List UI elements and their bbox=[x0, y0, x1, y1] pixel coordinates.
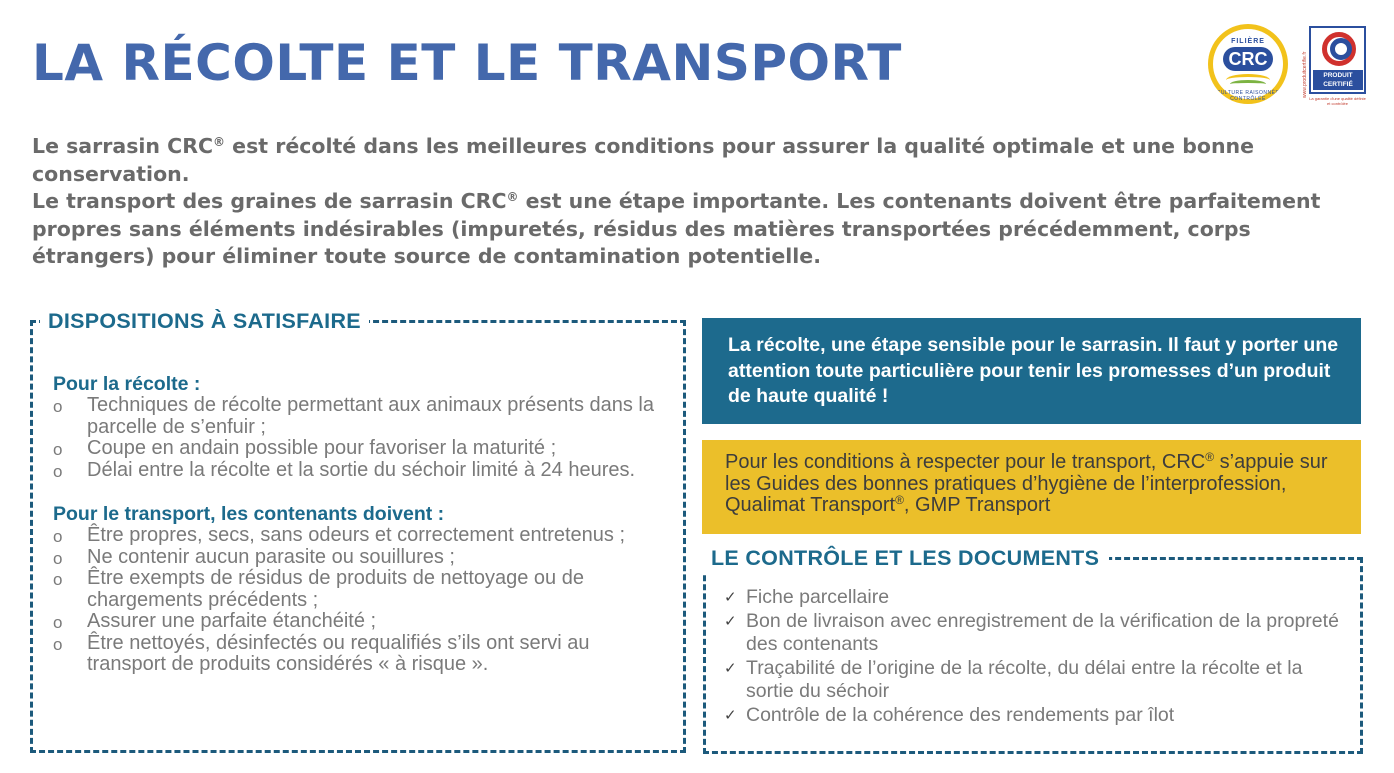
controle-heading: LE CONTRÔLE ET LES DOCUMENTS bbox=[703, 543, 1109, 573]
recolte-list bbox=[53, 395, 673, 481]
transport-title: Pour le transport, les contenants doivent : bbox=[53, 503, 445, 525]
filiere-crc-logo bbox=[1208, 24, 1288, 104]
list-item: ✓ Traçabilité de l’origine de la récolte, du délai entre la récolte et la sortie du séchoir bbox=[724, 657, 1354, 704]
list-item: ✓ Fiche parcellaire bbox=[724, 586, 1354, 610]
produit-certifie-logo bbox=[1302, 24, 1366, 108]
recolte-title: Pour la récolte : bbox=[53, 373, 201, 395]
conditions-box: Pour les conditions à respecter pour le transport, CRC® s’appuie sur les Guides des bonnes pratiques d’hygiène de l’interprofession, Qualimat Transport®, GMP Transport bbox=[702, 440, 1361, 534]
list-item: o Délai entre la récolte et la sortie du séchoir limité à 24 heures. bbox=[53, 460, 673, 482]
list-item: o Être exempts de résidus de produits de nettoyage ou de chargements précédents ; bbox=[53, 568, 673, 611]
page-title: LA RÉCOLTE ET LE TRANSPORT bbox=[32, 34, 902, 92]
list-item: o Techniques de récolte permettant aux animaux présents dans la parcelle de s’enfuir ; bbox=[53, 395, 673, 438]
logo-filiere-text: FILIÈRE bbox=[1231, 38, 1265, 45]
list-item: o Coupe en andain possible pour favoriser la maturité ; bbox=[53, 438, 673, 460]
list-item: o Être nettoyés, désinfectés ou requalifiés s’ils ont servi au transport de produits considérés « à risque ». bbox=[53, 633, 673, 676]
logo-produit-certifie-text: PRODUIT CERTIFIÉ bbox=[1313, 70, 1363, 90]
intro-paragraph-2: Le transport des graines de sarrasin CRC® est une étape importante. Les contenants doivent être parfaitement propres sans éléments indésirables (impuretés, résidus des matières transportées précédemment, corps étrangers) pour éliminer toute source de contamination potentielle. bbox=[32, 189, 1321, 268]
list-item: o Ne contenir aucun parasite ou souillures ; bbox=[53, 547, 673, 569]
controle-list bbox=[724, 586, 1354, 727]
list-item: ✓ Contrôle de la cohérence des rendements par îlot bbox=[724, 704, 1354, 728]
logo-foot-text: La garantie d'une qualité définie et contrôlée bbox=[1309, 96, 1366, 106]
list-item: o Être propres, secs, sans odeurs et correctement entretenus ; bbox=[53, 525, 673, 547]
dispositions-content bbox=[53, 373, 673, 676]
intro-paragraph-1: Le sarrasin CRC® est récolté dans les meilleures conditions pour assurer la qualité optimale et une bonne conservation. bbox=[32, 134, 1255, 186]
dispositions-heading: DISPOSITIONS À SATISFAIRE bbox=[40, 306, 369, 336]
list-item: ✓ Bon de livraison avec enregistrement de la vérification de la propreté des contenants bbox=[724, 610, 1354, 657]
list-item: o Assurer une parfaite étanchéité ; bbox=[53, 611, 673, 633]
transport-list bbox=[53, 525, 673, 676]
intro-text bbox=[32, 133, 1352, 271]
logo-vertical-text: www.produitcertifie.fr bbox=[1302, 51, 1308, 98]
controle-content bbox=[724, 586, 1354, 727]
logo-arc-text: CULTURE RAISONNÉE CONTRÔLÉE bbox=[1216, 90, 1280, 102]
logo-crc-text: CRC bbox=[1223, 47, 1273, 71]
highlight-box: La récolte, une étape sensible pour le sarrasin. Il faut y porter une attention toute particulière pour tenir les promesses d’un produit de haute qualité ! bbox=[702, 318, 1361, 424]
